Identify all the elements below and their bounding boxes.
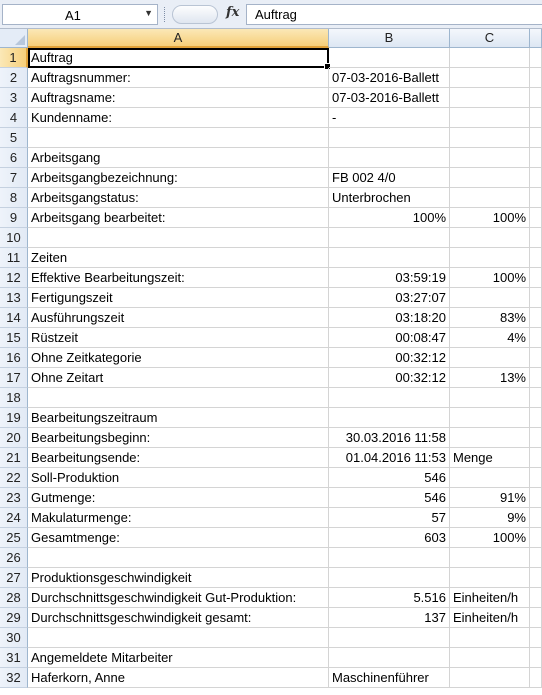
cell-c[interactable]: 100% [450, 208, 530, 228]
row-header[interactable]: 24 [0, 508, 28, 528]
table-row [0, 328, 542, 348]
cell-c[interactable]: 91% [450, 488, 530, 508]
cell-a-value: Auftragsnummer: [31, 70, 131, 85]
cell-a-value: Bearbeitungsbeginn: [31, 430, 151, 445]
column-header-b[interactable]: B [329, 29, 450, 48]
cell-c[interactable] [450, 88, 530, 108]
table-row [0, 388, 542, 408]
table-row [0, 408, 542, 428]
row-header[interactable]: 13 [0, 288, 28, 308]
row-header[interactable]: 21 [0, 448, 28, 468]
cell-b[interactable] [329, 128, 450, 148]
row-header[interactable]: 29 [0, 608, 28, 628]
cell-b[interactable] [329, 568, 450, 588]
cell-c[interactable] [450, 628, 530, 648]
cell-a-value: Fertigungszeit [31, 290, 113, 305]
cell-a[interactable] [28, 408, 329, 428]
table-row [0, 248, 542, 268]
cell-d[interactable] [530, 668, 542, 688]
table-row [0, 648, 542, 668]
cell-a[interactable] [28, 368, 329, 388]
cell-d[interactable] [530, 288, 542, 308]
formula-bar-splitter[interactable] [164, 7, 170, 22]
row-header[interactable]: 18 [0, 388, 28, 408]
cell-a[interactable] [28, 128, 329, 148]
cell-a-value: Ohne Zeitart [31, 370, 104, 385]
cell-d[interactable] [530, 48, 542, 68]
cell-a[interactable] [28, 488, 329, 508]
cell-a-value: Auftrag [31, 50, 73, 65]
cell-a[interactable] [28, 108, 329, 128]
cell-b[interactable]: 01.04.2016 11:53 [329, 448, 450, 468]
cell-a-value: Durchschnittsgeschwindigkeit Gut-Produktion: [31, 590, 297, 605]
row-header[interactable]: 12 [0, 268, 28, 288]
table-row [0, 208, 542, 228]
cell-b[interactable]: 00:32:12 [329, 348, 450, 368]
cell-c[interactable] [450, 48, 530, 68]
cell-d[interactable] [530, 488, 542, 508]
cell-d[interactable] [530, 348, 542, 368]
cell-b[interactable]: 57 [329, 508, 450, 528]
cell-a[interactable] [28, 148, 329, 168]
cell-b[interactable]: 603 [329, 528, 450, 548]
cell-a-value: Bearbeitungsende: [31, 450, 141, 465]
cell-c[interactable] [450, 148, 530, 168]
row-header[interactable]: 27 [0, 568, 28, 588]
row-header[interactable]: 9 [0, 208, 28, 228]
cell-d[interactable] [530, 628, 542, 648]
cell-a[interactable] [28, 288, 329, 308]
cell-c[interactable]: 13% [450, 368, 530, 388]
cell-a-value: Zeiten [31, 250, 68, 265]
cell-a[interactable] [28, 248, 329, 268]
cell-a[interactable] [28, 428, 329, 448]
row-header[interactable]: 31 [0, 648, 28, 668]
row-header[interactable]: 4 [0, 108, 28, 128]
row-header[interactable]: 14 [0, 308, 28, 328]
cell-b[interactable] [329, 248, 450, 268]
cell-c[interactable] [450, 128, 530, 148]
cell-a-value: Haferkorn, Anne [31, 670, 125, 685]
cell-d[interactable] [530, 648, 542, 668]
cell-b[interactable] [329, 628, 450, 648]
cell-c[interactable] [450, 408, 530, 428]
cell-a[interactable] [28, 588, 329, 608]
cell-a-value: Gutmenge: [31, 490, 96, 505]
row-header[interactable]: 8 [0, 188, 28, 208]
chevron-down-icon[interactable]: ▼ [144, 8, 153, 18]
cell-b[interactable] [329, 148, 450, 168]
cell-d[interactable] [530, 168, 542, 188]
cell-d[interactable] [530, 588, 542, 608]
cell-a[interactable] [28, 568, 329, 588]
cell-b[interactable]: FB 002 4/0 [329, 168, 450, 188]
cell-a-value: Effektive Bearbeitungszeit: [31, 270, 185, 285]
cell-a[interactable] [28, 668, 329, 688]
table-row [0, 488, 542, 508]
row-header[interactable]: 25 [0, 528, 28, 548]
cell-c[interactable] [450, 168, 530, 188]
cell-b[interactable]: Unterbrochen [329, 188, 450, 208]
cell-d[interactable] [530, 528, 542, 548]
table-row [0, 88, 542, 108]
cell-a[interactable] [28, 308, 329, 328]
table-row [0, 568, 542, 588]
cell-a-value: Arbeitsgang bearbeitet: [31, 210, 166, 225]
cell-c[interactable]: 9% [450, 508, 530, 528]
cell-d[interactable] [530, 328, 542, 348]
table-row [0, 548, 542, 568]
cell-c[interactable]: 100% [450, 528, 530, 548]
cell-a[interactable] [28, 68, 329, 88]
cell-b[interactable]: 03:18:20 [329, 308, 450, 328]
name-box[interactable] [2, 4, 158, 25]
cell-a-value: Durchschnittsgeschwindigkeit gesamt: [31, 610, 252, 625]
row-header[interactable]: 32 [0, 668, 28, 688]
select-all-button[interactable] [0, 29, 28, 48]
cell-c[interactable] [450, 248, 530, 268]
cell-a[interactable] [28, 48, 329, 68]
cell-a[interactable] [28, 268, 329, 288]
cell-b[interactable] [329, 408, 450, 428]
cell-a[interactable] [28, 608, 329, 628]
formula-input[interactable]: Auftrag [246, 4, 542, 25]
cell-d[interactable] [530, 128, 542, 148]
cell-d[interactable] [530, 108, 542, 128]
cell-b[interactable]: 100% [329, 208, 450, 228]
table-row [0, 68, 542, 88]
row-header[interactable]: 26 [0, 548, 28, 568]
cell-c[interactable] [450, 568, 530, 588]
cell-c[interactable]: Einheiten/h [450, 608, 530, 628]
cell-d[interactable] [530, 248, 542, 268]
cell-c[interactable] [450, 648, 530, 668]
cell-b[interactable]: 00:32:12 [329, 368, 450, 388]
cell-a-value: Ausführungszeit [31, 310, 125, 325]
cell-d[interactable] [530, 88, 542, 108]
cell-b[interactable]: 00:08:47 [329, 328, 450, 348]
cell-d[interactable] [530, 508, 542, 528]
cell-b[interactable]: Maschinenführer [329, 668, 450, 688]
table-row [0, 308, 542, 328]
row-header[interactable]: 2 [0, 68, 28, 88]
cell-a-value: Arbeitsgang [31, 150, 101, 165]
table-row [0, 628, 542, 648]
cell-b[interactable] [329, 648, 450, 668]
name-box-value: A1 [65, 8, 81, 23]
table-row [0, 148, 542, 168]
cell-a[interactable] [28, 548, 329, 568]
formula-buttons[interactable] [172, 5, 218, 24]
cell-d[interactable] [530, 388, 542, 408]
row-header[interactable]: 20 [0, 428, 28, 448]
cell-a[interactable] [28, 348, 329, 368]
cell-a-value: Rüstzeit [31, 330, 78, 345]
cell-d[interactable] [530, 308, 542, 328]
cell-d[interactable] [530, 608, 542, 628]
cell-d[interactable] [530, 548, 542, 568]
cell-a[interactable] [28, 208, 329, 228]
column-header-d[interactable] [530, 29, 542, 48]
cell-a-value: Gesamtmenge: [31, 530, 120, 545]
cell-d[interactable] [530, 368, 542, 388]
cell-a-value: Soll-Produktion [31, 470, 120, 485]
cell-d[interactable] [530, 408, 542, 428]
cell-c[interactable] [450, 428, 530, 448]
row-header[interactable]: 16 [0, 348, 28, 368]
column-header-a[interactable]: A [28, 29, 329, 48]
select-all-icon [15, 35, 25, 45]
cell-a[interactable] [28, 228, 329, 248]
cell-c[interactable]: 100% [450, 268, 530, 288]
column-header-c[interactable]: C [450, 29, 530, 48]
row-header[interactable]: 23 [0, 488, 28, 508]
row-header[interactable]: 17 [0, 368, 28, 388]
cell-d[interactable] [530, 428, 542, 448]
cell-c[interactable]: 4% [450, 328, 530, 348]
cell-d[interactable] [530, 568, 542, 588]
cell-c[interactable] [450, 548, 530, 568]
row-header[interactable]: 1 [0, 48, 28, 68]
cell-a-value: Arbeitsgangstatus: [31, 190, 139, 205]
cell-b[interactable]: 30.03.2016 11:58 [329, 428, 450, 448]
cell-c[interactable]: Menge [450, 448, 530, 468]
cell-a[interactable] [28, 628, 329, 648]
cell-a[interactable] [28, 448, 329, 468]
cell-b[interactable]: 137 [329, 608, 450, 628]
cell-d[interactable] [530, 468, 542, 488]
cell-b[interactable] [329, 48, 450, 68]
table-row [0, 468, 542, 488]
cell-b[interactable]: 03:27:07 [329, 288, 450, 308]
cell-c[interactable]: 83% [450, 308, 530, 328]
table-row [0, 48, 542, 68]
cell-b[interactable]: 546 [329, 468, 450, 488]
cell-d[interactable] [530, 148, 542, 168]
cell-a-value: Ohne Zeitkategorie [31, 350, 142, 365]
cell-c[interactable] [450, 348, 530, 368]
cell-b[interactable]: 07-03-2016-Ballett [329, 68, 450, 88]
row-header[interactable]: 28 [0, 588, 28, 608]
table-row [0, 228, 542, 248]
cell-c[interactable] [450, 388, 530, 408]
cell-d[interactable] [530, 448, 542, 468]
cell-a-value: Produktionsgeschwindigkeit [31, 570, 192, 585]
cell-a[interactable] [28, 528, 329, 548]
row-header[interactable]: 6 [0, 148, 28, 168]
table-row [0, 448, 542, 468]
insert-function-icon[interactable]: fx [226, 5, 240, 20]
cell-d[interactable] [530, 228, 542, 248]
cell-c[interactable] [450, 468, 530, 488]
table-row [0, 288, 542, 308]
cell-a[interactable] [28, 508, 329, 528]
formula-bar [0, 0, 542, 29]
cell-a-value: Bearbeitungszeitraum [31, 410, 158, 425]
cell-a[interactable] [28, 188, 329, 208]
table-row [0, 508, 542, 528]
cell-a-value: Kundenname: [31, 110, 112, 125]
cell-a[interactable] [28, 88, 329, 108]
cell-a[interactable] [28, 168, 329, 188]
cell-d[interactable] [530, 188, 542, 208]
cell-b[interactable]: 546 [329, 488, 450, 508]
row-header[interactable]: 7 [0, 168, 28, 188]
cell-b[interactable] [329, 388, 450, 408]
cell-c[interactable]: Einheiten/h [450, 588, 530, 608]
cell-b[interactable] [329, 548, 450, 568]
cell-c[interactable] [450, 668, 530, 688]
cell-a-value: Auftragsname: [31, 90, 116, 105]
cell-c[interactable] [450, 188, 530, 208]
cell-a[interactable] [28, 328, 329, 348]
cell-d[interactable] [530, 268, 542, 288]
cell-d[interactable] [530, 68, 542, 88]
cell-a-value: Angemeldete Mitarbeiter [31, 650, 173, 665]
row-header[interactable]: 3 [0, 88, 28, 108]
cell-c[interactable] [450, 108, 530, 128]
cell-a[interactable] [28, 648, 329, 668]
cell-a[interactable] [28, 388, 329, 408]
table-row [0, 168, 542, 188]
row-header[interactable]: 30 [0, 628, 28, 648]
column-header-row [0, 29, 542, 48]
table-row [0, 348, 542, 368]
table-row [0, 668, 542, 688]
cell-d[interactable] [530, 208, 542, 228]
table-row [0, 188, 542, 208]
row-header[interactable]: 22 [0, 468, 28, 488]
table-row [0, 268, 542, 288]
table-row [0, 128, 542, 148]
row-header[interactable]: 15 [0, 328, 28, 348]
cell-a-value: Makulaturmenge: [31, 510, 132, 525]
cell-b[interactable]: - [329, 108, 450, 128]
table-row [0, 528, 542, 548]
table-row [0, 368, 542, 388]
cell-b[interactable]: 07-03-2016-Ballett [329, 88, 450, 108]
row-header[interactable]: 10 [0, 228, 28, 248]
cell-a[interactable] [28, 468, 329, 488]
table-row [0, 428, 542, 448]
cell-c[interactable] [450, 68, 530, 88]
cell-b[interactable]: 03:59:19 [329, 268, 450, 288]
table-row [0, 588, 542, 608]
row-header[interactable]: 5 [0, 128, 28, 148]
table-row [0, 608, 542, 628]
cell-b[interactable]: 5.516 [329, 588, 450, 608]
table-row [0, 108, 542, 128]
cell-c[interactable] [450, 288, 530, 308]
row-header[interactable]: 19 [0, 408, 28, 428]
cell-c[interactable] [450, 228, 530, 248]
cell-b[interactable] [329, 228, 450, 248]
cell-a-value: Arbeitsgangbezeichnung: [31, 170, 178, 185]
row-header[interactable]: 11 [0, 248, 28, 268]
